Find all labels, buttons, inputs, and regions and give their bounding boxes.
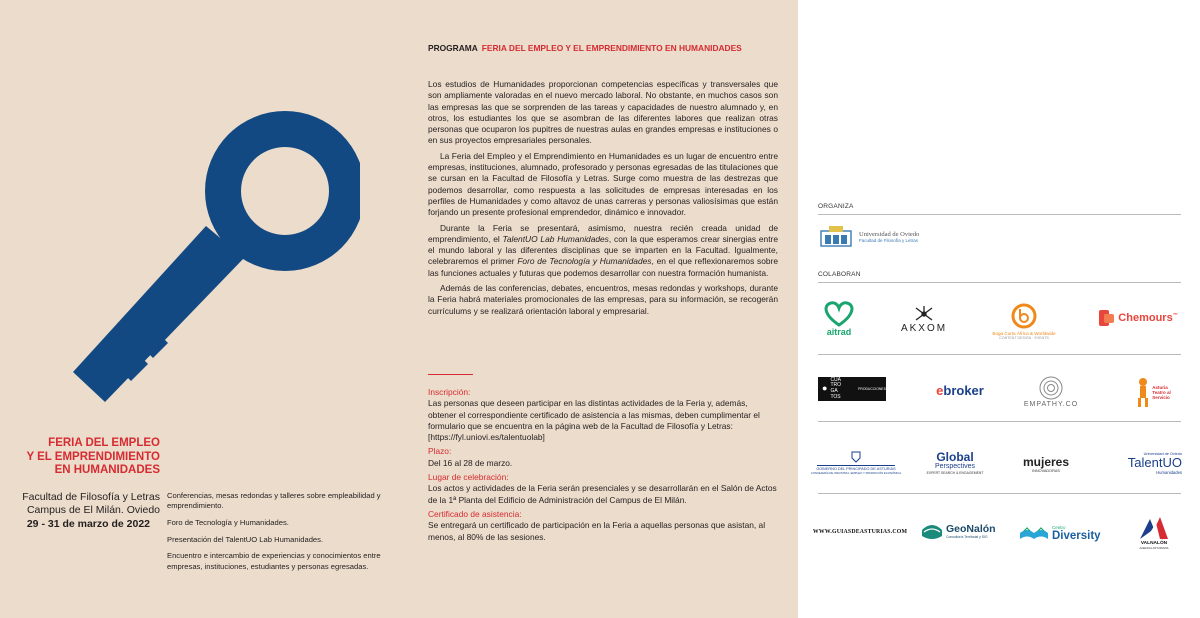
program-heading: PROGRAMA FERIA DEL EMPLEO Y EL EMPRENDIMIENTO EN HUMANIDADES [428, 43, 742, 53]
activity-item: Encuentro e intercambio de experiencias y conocimientos entre empresas, instituciones, estudiantes y personas egresadas. [167, 551, 381, 571]
paragraph: La Feria del Empleo y el Emprendimiento en Humanidades es un lugar de encuentro entre empresas, instituciones, alumnado, profesorado y personas egresadas de las titulaciones que se cursan en la Facultad de Filosofía y Letras. Surge como muestra de las destrezas que podemos desarrollar, como respuesta a las solicitudes de empresas interesadas en los perfiles de Humanidades y como altavoz de unas carreras y personas valiosísimas que están forjando un presente profesional emprendedor, dinámico e innovador. [428, 150, 778, 218]
valnalon-mark-icon [1138, 515, 1170, 541]
ebroker-logo: ebroker [936, 382, 984, 398]
teatro-logo: Asturia Teatro al Servicio [1128, 373, 1178, 411]
chemours-mark-icon [1098, 309, 1116, 327]
divider [428, 374, 473, 375]
certificate-block: Certificado de asistencia: Se entregará un certificado de participación en la Feria a aquellas personas que asistan, al menos, al 80% de las sesiones. [428, 508, 766, 542]
akxom-logo: AKXOM [893, 300, 955, 338]
activity-item: Foro de Tecnología y Humanidades. [167, 517, 289, 527]
activities-list [167, 491, 382, 578]
aitrad-logo: aitrad [816, 298, 862, 340]
principado-logo: GOBIERNO DEL PRINCIPADO DE ASTURIAS CONSEJERÍA DE INDUSTRIA, EMPLEO Y PROMOCIÓN ECONÓMICA [816, 446, 896, 480]
location-block: Lugar de celebración: Los actos y actividades de la Feria serán presenciales y se desarrollarán en el Salón de Actos de la 1ª Planta del Edificio de Administración del Campus de El Milán. [428, 472, 777, 505]
activity-item: Presentación del TalentUO Lab Humanidades. [167, 534, 324, 544]
globe-icon [920, 520, 944, 542]
registration-block: Inscripción: Las personas que deseen participar en las distintas actividades de la Feria y, además, obtener el correspondiente certificado de asistencia a las mismas, deben cumplimentar el formulario que se encuentra en la página web de la Facultad de Filosofía y Letras: [https://fyl.uniovi.es/talentuolab] [428, 387, 778, 443]
book-icon [1019, 525, 1049, 541]
global-perspectives-logo: Global Perspectives EXPERT SEARCH & ENGAGEMENT [926, 450, 984, 475]
divider [818, 354, 1181, 355]
program-body [428, 79, 778, 321]
paragraph: Durante la Feria se presentará, asimismo, nuestra recién creada unidad de emprendimiento, el TalentUO Lab Humanidades, con la que esperamos crear sinergias entre el mundo laboral y las diferentes disciplinas que se imparten en la Facultad. Igualmente, celebraremos el primer Foro de Tecnología y Humanidades, en el que reflexionaremos sobre las funciones actuales y futuras que podemos desarrollar con nuestra formación humanista. [428, 222, 778, 278]
jester-icon [1135, 376, 1151, 408]
coat-of-arms-icon [851, 451, 861, 463]
centro-diversity-logo: Centro Diversity [1019, 520, 1117, 546]
divider [818, 214, 1181, 215]
sponsors-panel [798, 0, 1200, 618]
geonalon-logo: GeoNalón Consultoría Territorial y SIG [920, 516, 1004, 546]
heart-icon [822, 301, 856, 327]
boga-logo: Boga Curta África & Worldwide CONTENT DESIGN · EVENTS [984, 296, 1064, 346]
cuatrogatos-logo: ● CUA TRO GA TOS PRODUCCIONES [818, 376, 890, 402]
divider [818, 282, 1181, 283]
uniovi-logo: Universidad de Oviedo Facultad de Filosofía y Letras [818, 224, 928, 250]
guias-asturias-logo: WWW.GUIASDEASTURIAS.COM [812, 529, 908, 535]
colaboran-label: COLABORAN [818, 271, 861, 278]
chemours-logo: Chemours™ [1096, 305, 1180, 331]
fair-venue: Facultad de Filosofía y Letras Campus de El Milán. Oviedo [22, 491, 160, 516]
paragraph: Los estudios de Humanidades proporcionan competencias específicas y transversales que son ampliamente valoradas en el nuevo mercado laboral. No obstante, en muchos casos son las empresas las que se sorprenden de las tareas y capacidades de nuestro alumnado y, en otros, los estudiantes los que se asombran de las diferentes labores que realizan otras personas que ocuparon los pupitres de nuestras aulas en grandes empresas e instituciones o en sus proyectos empresariales personales. [428, 79, 778, 146]
valnalon-logo: VALNALÓN AGENCIA ASTURIANA [1128, 512, 1180, 552]
divider [818, 421, 1181, 422]
mujeres-logo: mujeres INNOVADORAS [1022, 454, 1070, 473]
fair-dates: 29 - 31 de marzo de 2022 [26, 518, 150, 530]
organiza-label: ORGANIZA [818, 203, 854, 210]
key-icon [40, 110, 360, 420]
talentuo-logo: Universidad de Oviedo TalentUO Humanidades [1127, 451, 1182, 475]
empathy-logo: EMPATHY.CO [1016, 370, 1086, 412]
divider [818, 493, 1181, 494]
paragraph: Además de las conferencias, debates, encuentros, mesas redondas y workshops, durante la Feria habrá materiales promocionales de las empresas, para su información, se recogerán currículums y se realizará orientación laboral y empresarial. [428, 283, 778, 316]
info-section [428, 387, 778, 546]
molecule-icon [913, 305, 935, 323]
fair-title: FERIA DEL EMPLEO Y EL EMPRENDIMIENTO EN HUMANIDADES [26, 437, 160, 476]
activity-item: Conferencias, mesas redondas y talleres sobre empleabilidad y emprendimiento. [167, 491, 381, 511]
cover-panel [0, 0, 400, 618]
program-panel [400, 0, 798, 618]
boga-b-icon [1011, 303, 1037, 329]
empathy-rings-icon [1038, 375, 1064, 401]
deadline-block: Plazo: Del 16 al 28 de marzo. [428, 446, 513, 468]
registration-text[interactable]: Las personas que deseen participar en las distintas actividades de la Feria y, además, obtener el correspondiente certificado de asistencia a las mismas, deben cumplimentar el formulario que se encuentra en la página web de la Facultad de Filosofía y Letras: [https://fyl.uniovi.es/talentuolab] [428, 398, 760, 443]
uniovi-crest-icon [818, 225, 854, 249]
